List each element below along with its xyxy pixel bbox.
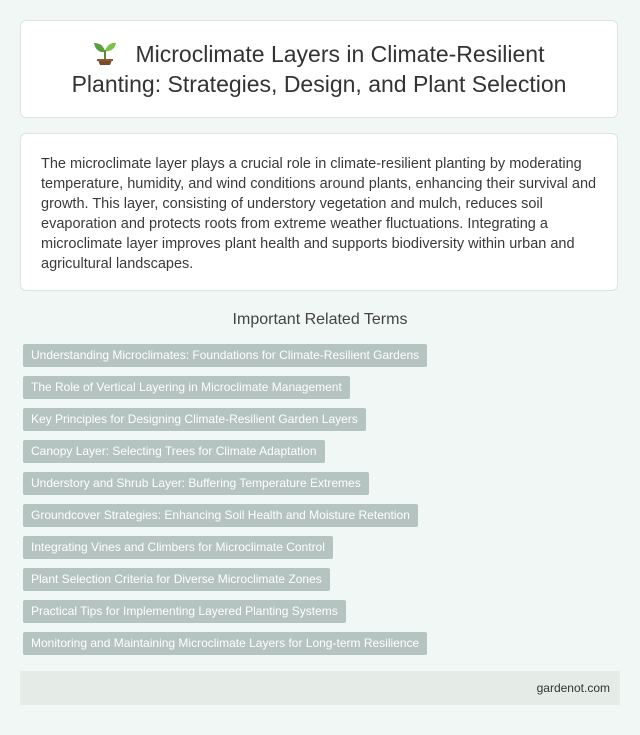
related-term-link[interactable]: Understory and Shrub Layer: Buffering Temperature Extremes <box>23 472 369 495</box>
related-term-link[interactable]: Practical Tips for Implementing Layered Planting Systems <box>23 600 346 623</box>
title-card <box>20 20 618 118</box>
page-title-text: Microclimate Layers in Climate-Resilient Planting: Strategies, Design, and Plant Selection <box>71 41 567 97</box>
related-term-link[interactable]: Key Principles for Designing Climate-Resilient Garden Layers <box>23 408 366 431</box>
related-terms-list <box>23 344 427 664</box>
related-term-link[interactable]: Understanding Microclimates: Foundations for Climate-Resilient Gardens <box>23 344 427 367</box>
page-title <box>49 39 589 99</box>
description-card <box>20 133 618 291</box>
related-term-link[interactable]: Monitoring and Maintaining Microclimate Layers for Long-term Resilience <box>23 632 427 655</box>
related-term-link[interactable]: Canopy Layer: Selecting Trees for Climate Adaptation <box>23 440 325 463</box>
related-term-link[interactable]: Integrating Vines and Climbers for Microclimate Control <box>23 536 333 559</box>
footer-site-link[interactable]: gardenot.com <box>536 681 610 695</box>
footer <box>20 671 620 705</box>
related-term-link[interactable]: Groundcover Strategies: Enhancing Soil Health and Moisture Retention <box>23 504 418 527</box>
related-terms-heading: Important Related Terms <box>232 311 408 328</box>
related-term-link[interactable]: The Role of Vertical Layering in Microclimate Management <box>23 376 350 399</box>
description-text: The microclimate layer plays a crucial role in climate-resilient planting by moderating temperature, humidity, and wind conditions around plants, enhancing their survival and growth. This layer, consisting of understory vegetation and mulch, reduces soil evaporation and protects roots from extreme weather fluctuations. Integrating a microclimate layer improves plant health and supports biodiversity within urban and agricultural landscapes. <box>41 156 597 272</box>
sprout-icon <box>93 40 117 66</box>
related-term-link[interactable]: Plant Selection Criteria for Diverse Microclimate Zones <box>23 568 330 591</box>
